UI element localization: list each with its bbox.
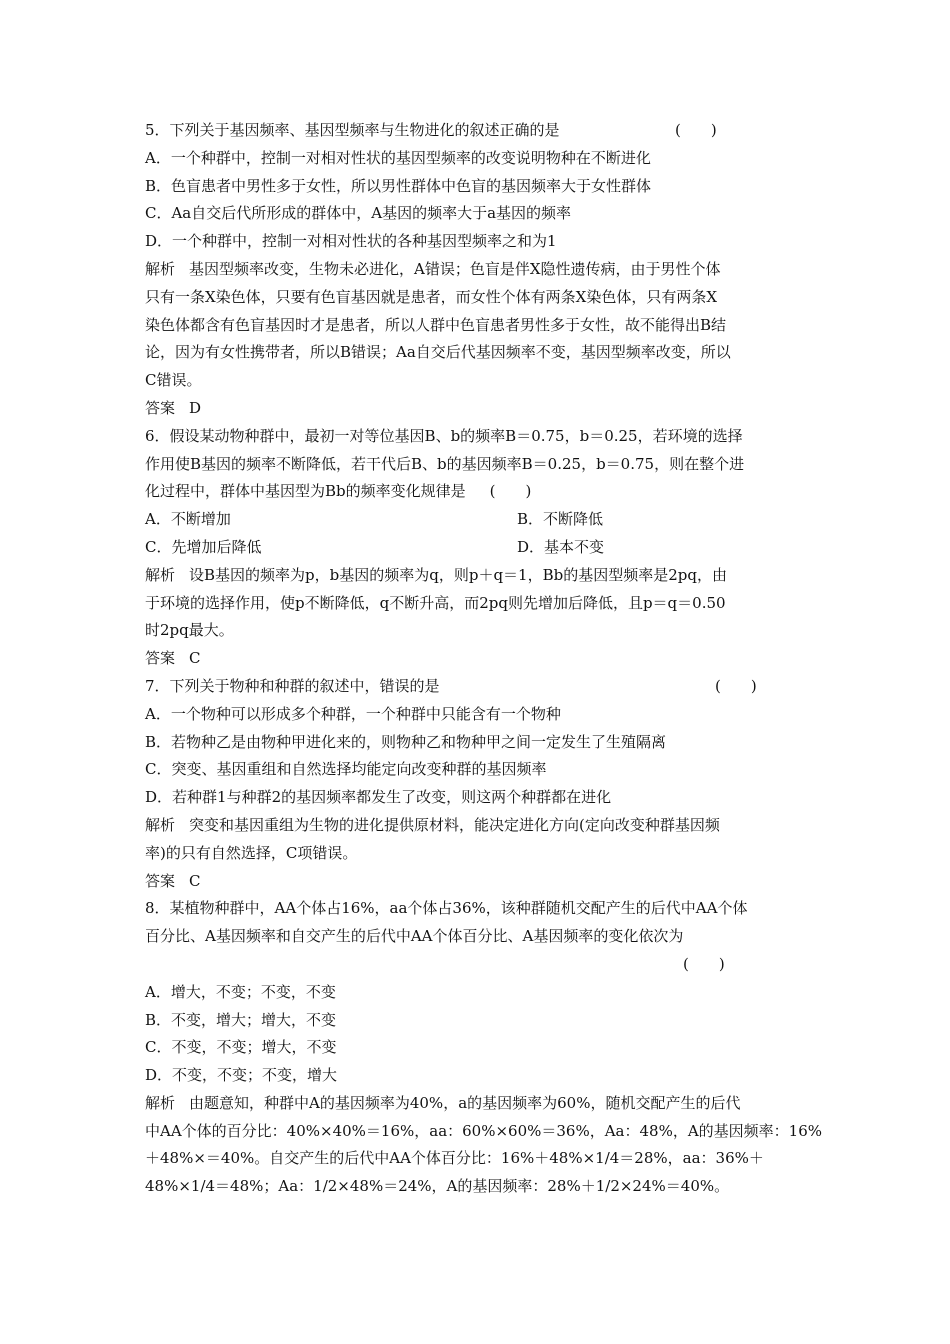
- analysis-label: 解析: [145, 259, 176, 278]
- q7-option-d: D．若种群1与种群2的基因频率都发生了改变，则这两个种群都在进化: [145, 788, 612, 807]
- q8-analysis-line-3: ＋48%×＝40%。自交产生的后代中AA个体百分比：16%＋48%×1/4＝28%，aa：36%＋: [145, 1149, 764, 1168]
- q8-paren-line: [145, 951, 810, 979]
- answer-label: 答案: [145, 649, 176, 668]
- q6-stem-text: 化过程中，群体中基因型为Bb的频率变化规律是: [145, 482, 466, 501]
- answer-value: C: [189, 871, 201, 890]
- answer-label: 答案: [145, 871, 176, 890]
- analysis-text: 设B基因的频率为p，b基因的频率为q，则p＋q＝1，Bb的基因型频率是2pq，由: [189, 565, 727, 584]
- q8-stem-line-1: 8．某植物种群中，AA个体占16%，aa个体占36%，该种群随机交配产生的后代中AA个体: [145, 899, 748, 918]
- analysis-text: 基因型频率改变，生物未必进化，A错误；色盲是伴X隐性遗传病，由于男性个体: [189, 259, 721, 278]
- q5-stem-text: 5．下列关于基因频率、基因型频率与生物进化的叙述正确的是: [145, 121, 560, 139]
- q6-answer: [145, 645, 810, 673]
- q8-option-a: A．增大，不变；不变，不变: [145, 982, 336, 1001]
- q7-option-c: C．突变、基因重组和自然选择均能定向改变种群的基因频率: [145, 760, 547, 779]
- q7-option-b: B．若物种乙是由物种甲进化来的，则物种乙和物种甲之间一定发生了生殖隔离: [145, 732, 667, 751]
- q5-analysis-line-4: 论，因为有女性携带者，所以B错误；Aa自交后代基因频率不变，基因型频率改变，所以: [145, 343, 731, 362]
- q5-option-b: B．色盲患者中男性多于女性，所以男性群体中色盲的基因频率大于女性群体: [145, 176, 652, 195]
- q6-answer-blank: ( ): [489, 482, 532, 501]
- q6-analysis-line-1: [145, 562, 810, 590]
- q6-analysis-line-2: 于环境的选择作用，使p不断降低，q不断升高，而2pq则先增加后降低，且p＝q＝0.50: [145, 593, 726, 612]
- q7-stem: [145, 673, 810, 701]
- analysis-text: 突变和基因重组为生物的进化提供原材料，能决定进化方向(定向改变种群基因频: [189, 815, 720, 834]
- q6-analysis-line-3: 时2pq最大。: [145, 621, 234, 640]
- q8-analysis-line-1: [145, 1090, 810, 1118]
- q7-answer-blank: ( ): [715, 676, 757, 695]
- q8-option-c: C．不变，不变；增大，不变: [145, 1038, 337, 1057]
- q7-stem-text: 7．下列关于物种和种群的叙述中，错误的是: [145, 676, 440, 695]
- q5-analysis-line-5: C错误。: [145, 371, 202, 390]
- q8-analysis-line-4: 48%×1/4＝48%；Aa：1/2×48%＝24%，A的基因频率：28%＋1/2×24%＝40%。: [145, 1177, 730, 1196]
- q7-answer: [145, 868, 810, 896]
- q7-analysis-line-2: 率)的只有自然选择，C项错误。: [145, 843, 358, 862]
- q5-option-a: A．一个种群中，控制一对相对性状的基因型频率的改变说明物种在不断进化: [145, 148, 651, 167]
- q6-option-d: D．基本不变: [517, 537, 605, 556]
- q5-stem: [145, 117, 810, 145]
- q6-stem-line-2: 作用使B基因的频率不断降低，若干代后B、b的基因频率B＝0.25，b＝0.75，则在整个进: [145, 454, 745, 473]
- analysis-label: 解析: [145, 1093, 176, 1112]
- q5-answer-blank: ( ): [675, 121, 717, 139]
- q7-option-a: A．一个物种可以形成多个种群，一个种群中只能含有一个物种: [145, 704, 561, 723]
- q5-answer: [145, 395, 810, 423]
- q5-analysis-line-1: [145, 256, 810, 284]
- q6-stem-line-1: 6．假设某动物种群中，最初一对等位基因B、b的频率B＝0.75，b＝0.25，若环境的选择: [145, 426, 743, 445]
- q8-stem-line-2: 百分比、A基因频率和自交产生的后代中AA个体百分比、A基因频率的变化依次为: [145, 927, 684, 946]
- answer-label: 答案: [145, 398, 176, 417]
- analysis-text: 由题意知，种群中A的基因频率为40%，a的基因频率为60%，随机交配产生的后代: [189, 1093, 741, 1112]
- q8-option-d: D．不变，不变；不变，增大: [145, 1066, 338, 1085]
- q8-option-b: B．不变，增大；增大，不变: [145, 1010, 337, 1029]
- answer-value: D: [189, 398, 202, 417]
- q6-stem-line-3: [145, 478, 810, 506]
- q5-analysis-line-2: 只有一条X染色体，只要有色盲基因就是患者，而女性个体有两条X染色体，只有两条X: [145, 287, 718, 306]
- q6-option-c: C．先增加后降低: [145, 537, 262, 556]
- q8-answer-blank: ( ): [683, 954, 725, 973]
- analysis-label: 解析: [145, 565, 176, 584]
- q6-options-row-2: [145, 534, 810, 562]
- q5-analysis-line-3: 染色体都含有色盲基因时才是患者，所以人群中色盲患者男性多于女性，故不能得出B结: [145, 315, 727, 334]
- q5-option-c: C．Aa自交后代所形成的群体中，A基因的频率大于a基因的频率: [145, 204, 572, 223]
- q6-option-a: A．不断增加: [145, 510, 231, 529]
- answer-value: C: [189, 649, 201, 668]
- q7-analysis-line-1: [145, 812, 810, 840]
- analysis-label: 解析: [145, 815, 176, 834]
- document-page: [145, 117, 823, 1201]
- q8-analysis-line-2: 中AA个体的百分比：40%×40%＝16%，aa：60%×60%＝36%，Aa：48%，A的基因频率：16%: [145, 1121, 823, 1140]
- q6-option-b: B．不断降低: [517, 510, 604, 529]
- q6-options-row-1: [145, 506, 810, 534]
- q5-option-d: D．一个种群中，控制一对相对性状的各种基因型频率之和为1: [145, 232, 557, 251]
